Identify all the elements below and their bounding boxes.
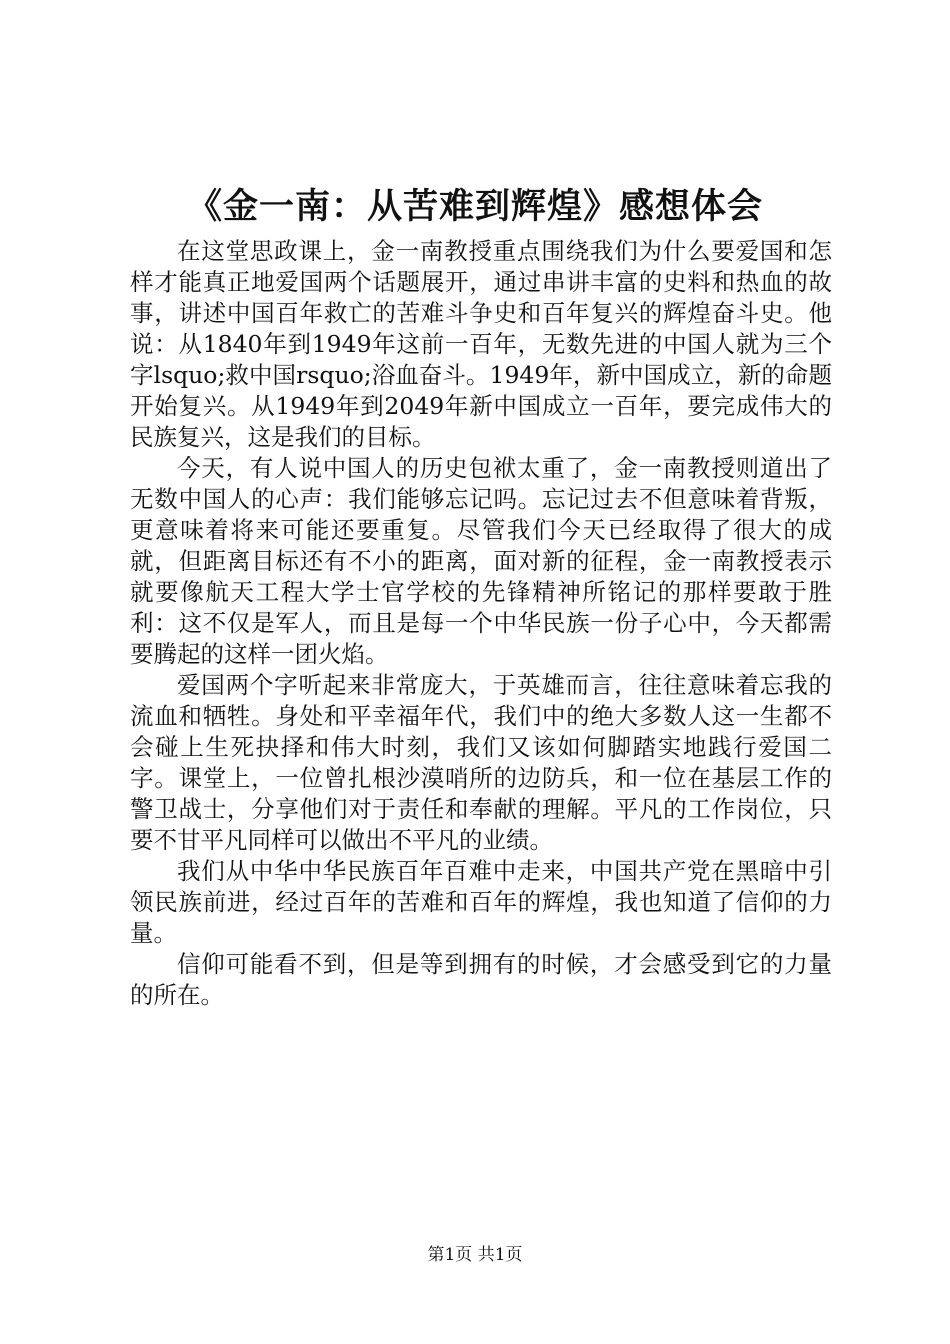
paragraph: 在这堂思政课上，金一南教授重点围绕我们为什么要爱国和怎样才能真正地爱国两个话题展开，通过串讲丰富的史料和热血的故事，讲述中国百年救亡的苦难斗争史和百年复兴的辉煌奋斗史。他说：从1840年到1949年这前一百年，无数先进的中国人就为三个字lsquo;救中国rsquo;浴血奋斗。1949年，新中国成立，新的命题开始复兴。从1949年到2049年新中国成立一百年，要完成伟大的民族复兴，这是我们的目标。	[130, 237, 832, 451]
document-body	[130, 236, 832, 1011]
paragraph: 我们从中华中华民族百年百难中走来，中国共产党在黑暗中引领民族前进，经过百年的苦难和百年的辉煌，我也知道了信仰的力量。	[130, 857, 832, 947]
paragraph: 爱国两个字听起来非常庞大，于英雄而言，往往意味着忘我的流血和牺牲。身处和平幸福年代，我们中的绝大多数人这一生都不会碰上生死抉择和伟大时刻，我们又该如何脚踏实地践行爱国二字。课堂上，一位曾扎根沙漠哨所的边防兵，和一位在基层工作的警卫战士，分享他们对于责任和奉献的理解。平凡的工作岗位，只要不甘平凡同样可以做出不平凡的业绩。	[130, 671, 832, 854]
page-footer: 第1页 共1页	[427, 1245, 523, 1265]
paragraph: 信仰可能看不到，但是等到拥有的时候，才会感受到它的力量的所在。	[130, 950, 832, 1009]
paragraph: 今天，有人说中国人的历史包袱太重了，金一南教授则道出了无数中国人的心声：我们能够忘记吗。忘记过去不但意味着背叛，更意味着将来可能还要重复。尽管我们今天已经取得了很大的成就，但距离目标还有不小的距离，面对新的征程，金一南教授表示就要像航天工程大学士官学校的先锋精神所铭记的那样要敢于胜利：这不仅是军人，而且是每一个中华民族一份子心中，今天都需要腾起的这样一团火焰。	[130, 454, 832, 668]
document-title: 《金一南：从苦难到辉煌》感想体会	[186, 186, 763, 227]
